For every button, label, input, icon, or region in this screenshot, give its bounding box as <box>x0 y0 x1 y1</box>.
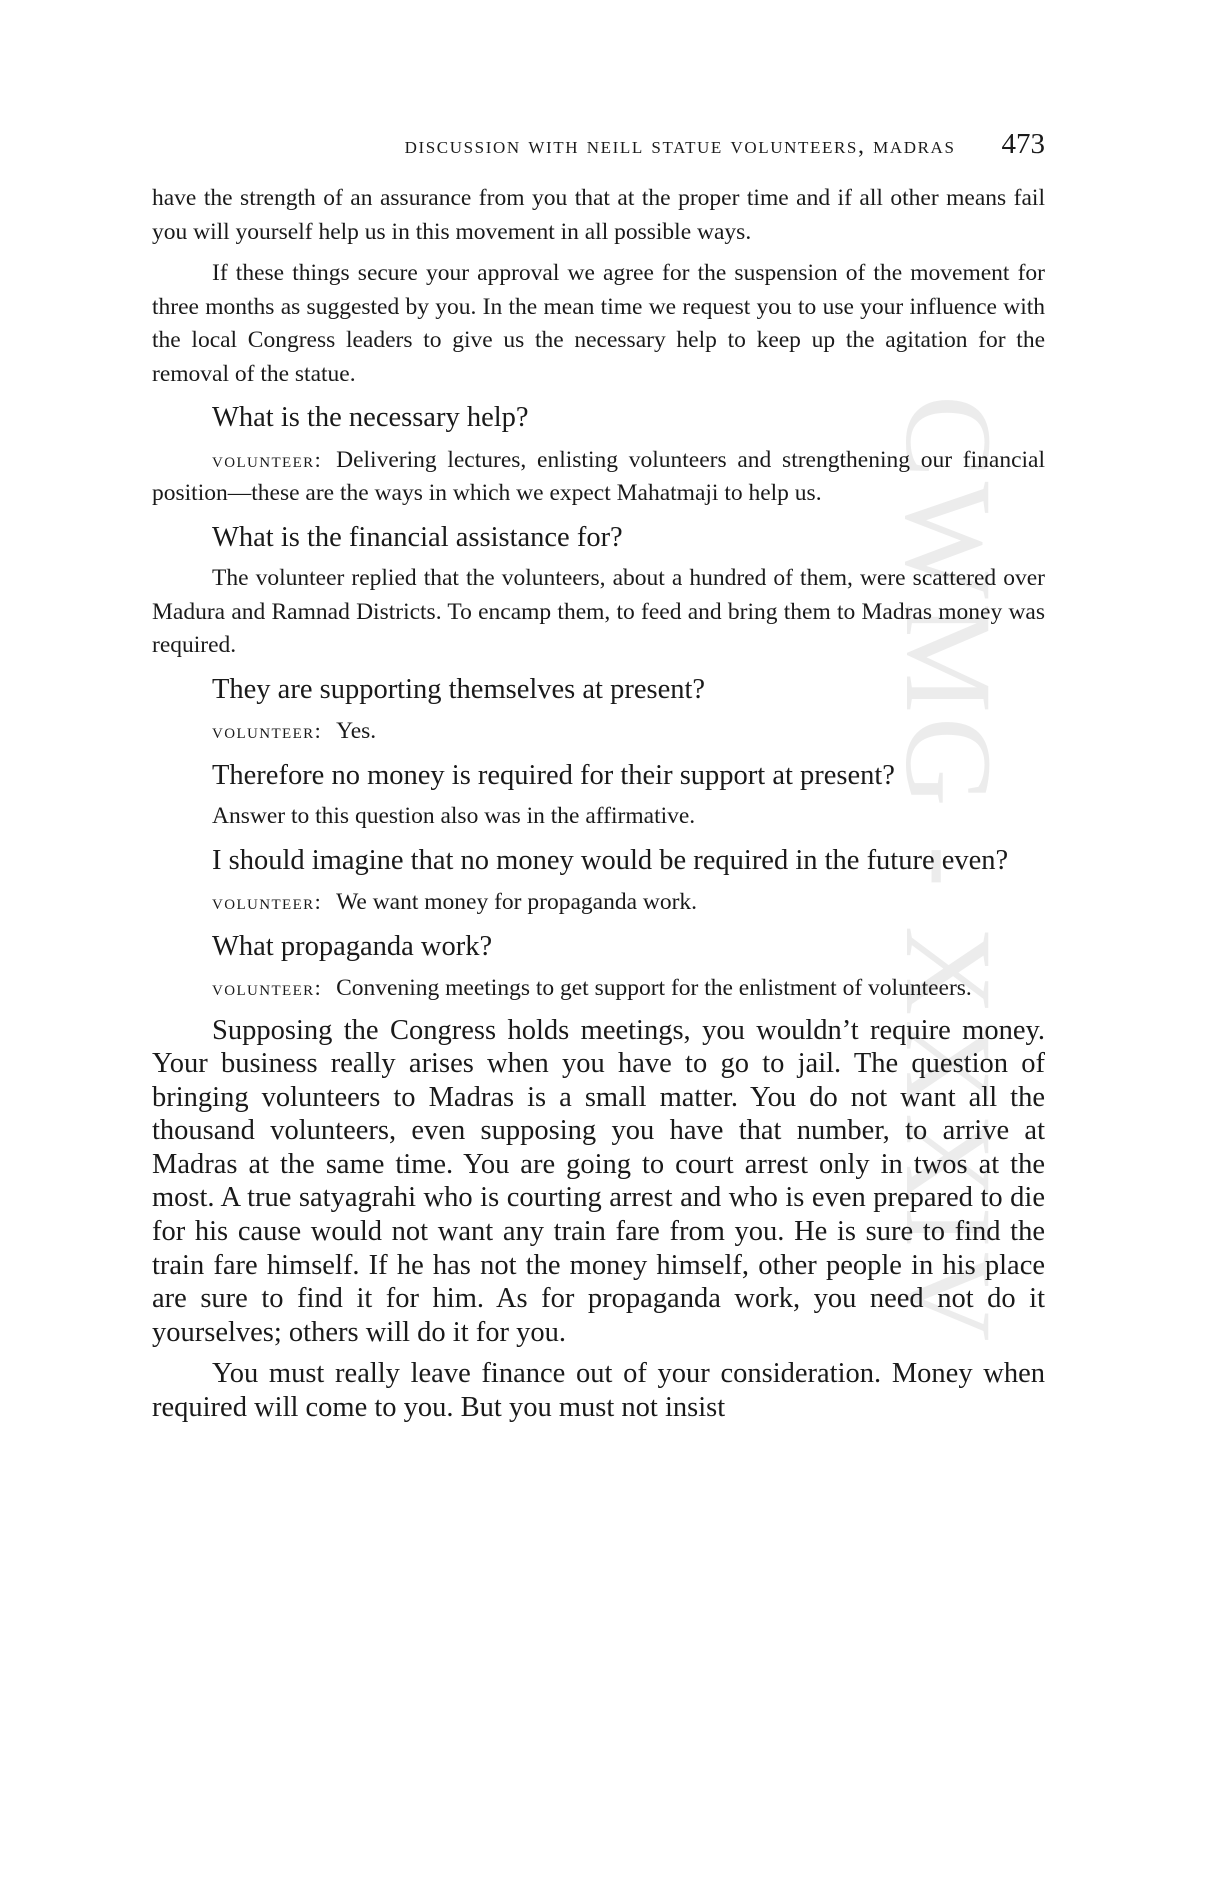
volunteer-reply-yes <box>152 714 1045 749</box>
speaker-label: volunteer: <box>212 718 323 743</box>
question-financial-assistance: What is the financial assistance for? <box>212 521 623 553</box>
question-supporting-themselves: They are supporting themselves at present? <box>212 673 706 705</box>
paragraph-request: If these things secure your approval we agree for the suspension of the movement for three months as suggested by you. In the mean time we request you to use your influence with the local Congress leaders to give us the necessary help to keep up the agitation for the removal of the statue. <box>152 260 1045 387</box>
reply-text: Yes. <box>336 718 377 744</box>
reply-text: Delivering lectures, enlisting volunteers and strengthening our financial position—these are the ways in which we expect Mahatmaji to help us. <box>152 446 1045 506</box>
volunteer-reply-help <box>152 443 1045 511</box>
narration-volunteers-scattered: The volunteer replied that the volunteers, about a hundred of them, were scattered over Madura and Ramnad Districts. To encamp them, to feed and bring them to Madras money was required. <box>152 565 1045 658</box>
speaker-label: volunteer: <box>212 446 323 472</box>
volunteer-reply-propaganda <box>152 885 1045 920</box>
paragraph-continuation: have the strength of an assurance from you that at the proper time and if all other means fail you will yourself help us in this movement in all possible ways. <box>152 185 1045 245</box>
volunteer-reply-meetings <box>152 971 1045 1006</box>
reply-text: We want money for propaganda work. <box>336 889 698 915</box>
page-number: 473 <box>1001 128 1045 160</box>
question-necessary-help: What is the necessary help? <box>212 402 529 433</box>
question-no-money-required: Therefore no money is required for their support at present? <box>212 759 895 791</box>
reply-text: Convening meetings to get support for the enlistment of volunteers. <box>336 975 972 1001</box>
gandhi-paragraph-congress: Supposing the Congress holds meetings, you wouldn’t require money. Your business really arises when you have to go to jail. The question of bringing volunteers to Madras is a small matter. You do not want all the thousand volunteers, even supposing you have that number, to arrive at Madras at the same time. You are going to court arrest only in twos at the most. A true satyagrahi who is courting arrest and who is even prepared to die for his cause would not want any train fare from you. He is sure to find the train fare himself. If he has not the money himself, other people in his place are sure to find it for him. As for propaganda work, you need not do it yourselves; others will do it for you. <box>152 1014 1045 1348</box>
narration-affirmative: Answer to this question also was in the affirmative. <box>212 803 696 829</box>
running-title: discussion with neill statue volunteers, madras <box>404 133 956 159</box>
running-head <box>152 128 1045 168</box>
gandhi-paragraph-finance: You must really leave finance out of your consideration. Money when required will come to you. But you must not insist <box>152 1358 1045 1424</box>
watermark: CWMG - XXXIV <box>880 395 1017 1346</box>
speaker-label: volunteer: <box>212 975 323 1000</box>
speaker-label: volunteer: <box>212 889 323 914</box>
question-future: I should imagine that no money would be required in the future even? <box>212 844 1009 876</box>
document-page <box>152 128 1045 1425</box>
question-what-propaganda: What propaganda work? <box>212 930 493 962</box>
